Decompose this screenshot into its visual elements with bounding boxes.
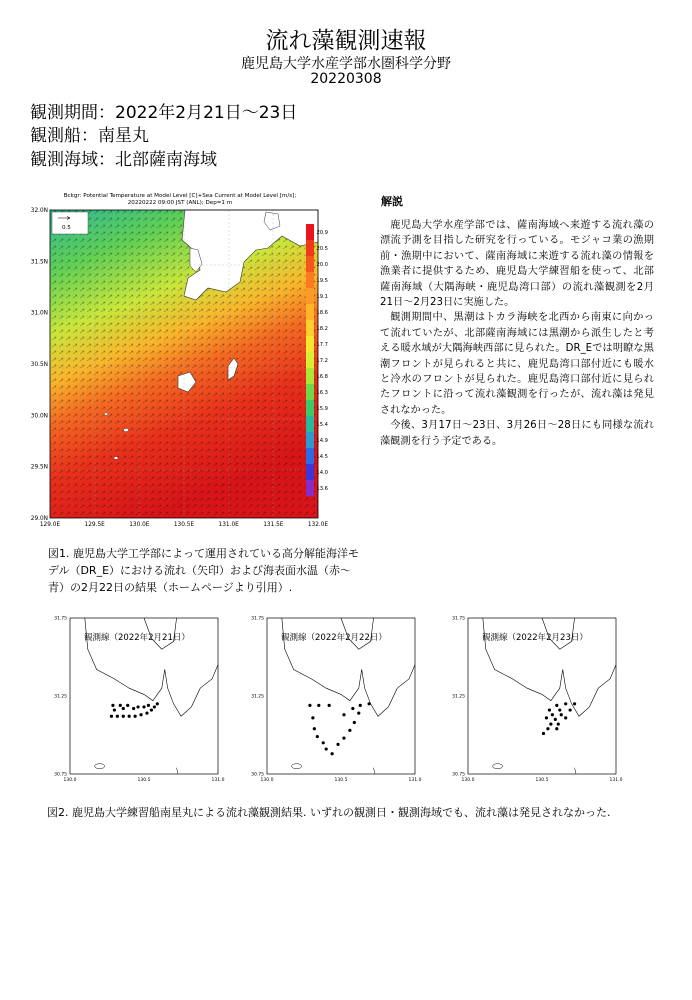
station-point (328, 704, 331, 707)
station-point (128, 715, 131, 718)
station-point (313, 727, 316, 730)
station-point (551, 713, 554, 716)
colorbar-swatch (306, 416, 314, 432)
panel-label: 観測線（2022年2月23日） (482, 633, 588, 643)
lon-tick-label: 130.5 (535, 778, 549, 782)
station-point (308, 704, 311, 707)
station-point (147, 704, 150, 707)
colorbar-swatch (306, 240, 314, 256)
station-point (564, 716, 567, 719)
colorbar-label: 15.9 (316, 406, 328, 412)
lon-tick-label: 129.0E (39, 522, 61, 528)
colorbar-swatch (306, 336, 314, 352)
station-point (560, 713, 563, 716)
figure1-header-line2: 20220222 09:00 JST (ANL); Dep=1 m (127, 200, 233, 206)
station-point (119, 704, 122, 707)
explanation-heading: 解説 (381, 195, 403, 208)
panel-label: 観測線（2022年2月21日） (84, 633, 190, 643)
lat-tick-label: 31.25 (452, 694, 465, 700)
station-point (116, 715, 119, 718)
observation-period: 観測期間：2022年2月21日～23日 (30, 103, 298, 123)
lon-tick-label: 130.0 (461, 778, 475, 782)
lon-tick-label: 130.5 (334, 778, 348, 782)
station-point (336, 743, 339, 746)
colorbar-swatch (306, 464, 314, 480)
station-point (132, 707, 135, 710)
station-point (542, 732, 545, 735)
station-point (357, 712, 360, 715)
station-point (348, 729, 351, 732)
figure1-caption: 図1. 鹿児島大学工学部によって運用されている高分解能海洋モデル（DR_E）における流れ（矢印）および海表面水温（赤～青）の2月22日の結果（ホームページより引用）. (48, 547, 359, 594)
colorbar-swatch (306, 224, 314, 240)
station-point (546, 727, 549, 730)
lon-tick-label: 131.0 (211, 778, 225, 782)
lon-tick-label: 130.0 (260, 778, 274, 782)
lon-tick-label: 130.0 (63, 778, 77, 782)
lon-tick-label: 130.5 (137, 778, 151, 782)
lat-tick-label: 29.0N (30, 516, 48, 522)
station-point (322, 741, 325, 744)
colorbar-label: 20.0 (316, 262, 328, 268)
lat-tick-label: 29.5N (30, 464, 48, 471)
station-point (122, 707, 125, 710)
station-point (368, 702, 371, 705)
colorbar-swatch (306, 288, 314, 304)
station-point (331, 752, 334, 755)
colorbar-label: 14.5 (316, 454, 328, 460)
colorbar-swatch (306, 256, 314, 272)
lon-tick-label: 131.5E (263, 522, 284, 528)
lon-tick-label: 131.0 (609, 778, 623, 782)
station-point (153, 705, 156, 708)
colorbar-label: 16.8 (316, 374, 328, 380)
colorbar-swatch (306, 480, 314, 496)
page-title: 流れ藻観測速報 (265, 28, 427, 54)
station-point (555, 704, 558, 707)
station-point (136, 705, 139, 708)
vector-scale-label: 0.5 (62, 225, 71, 231)
station-point (142, 705, 145, 708)
lat-tick-label: 30.75 (251, 772, 264, 778)
colorbar-label: 17.2 (316, 358, 328, 364)
lat-tick-label: 30.75 (54, 772, 67, 778)
colorbar-swatch (306, 432, 314, 448)
colorbar-label: 15.4 (316, 422, 328, 428)
explanation-body (380, 218, 654, 449)
lon-tick-label: 132.0E (307, 522, 329, 528)
lon-tick-label: 129.5E (84, 522, 105, 528)
station-map-0222 (245, 612, 425, 782)
colorbar-label: 19.5 (316, 278, 328, 284)
observation-vessel: 観測船：南星丸 (30, 126, 149, 146)
colorbar-swatch (306, 448, 314, 464)
station-point (545, 716, 548, 719)
station-point (359, 704, 362, 707)
station-point (573, 702, 576, 705)
lat-tick-label: 31.75 (251, 616, 264, 622)
explanation-paragraph: 今後、3月17日～23日、3月26日～28日にも同様な流れ藻観測を行う予定である。 (380, 420, 654, 447)
lat-tick-label: 32.0N (30, 208, 48, 214)
station-point (554, 718, 557, 721)
station-point (122, 715, 125, 718)
station-point (145, 712, 148, 715)
station-point (316, 735, 319, 738)
colorbar-label: 18.6 (316, 310, 328, 316)
colorbar-label: 17.7 (316, 342, 328, 348)
station-point (353, 721, 356, 724)
lat-tick-label: 31.0N (30, 310, 48, 317)
figure2-caption: 図2. 鹿児島大学練習船南星丸による流れ藻観測結果. いずれの観測日・観測海域でも、流れ藻は発見されなかった. (47, 806, 611, 819)
station-point (110, 715, 113, 718)
station-point (134, 715, 137, 718)
station-point (564, 702, 567, 705)
lat-tick-label: 31.25 (54, 694, 67, 700)
lat-tick-label: 30.5N (30, 362, 48, 368)
colorbar-label: 14.0 (316, 470, 328, 476)
lat-tick-label: 31.75 (54, 616, 67, 622)
colorbar-swatch (306, 368, 314, 384)
station-point (113, 708, 116, 711)
lon-tick-label: 131.0E (218, 522, 239, 528)
explanation-paragraph: 観測期間中、黒潮はトカラ海峡を北西から南東に向かって流れていたが、北部薩南海域には黒潮から派生したと考える暖水域が大隅海峡西部に見られた。DR_Eでは明瞭な黒潮フロントが見られると共に、鹿児島湾口部付近にも暖水と冷水のフロントが見られた。鹿児島湾口部付近に見られたフロントに沿って流れ藻観測を行ったが、流れ藻は発見されなかった。 (380, 312, 654, 416)
station-point (139, 713, 142, 716)
colorbar-swatch (306, 272, 314, 288)
lon-tick-label: 131.0 (408, 778, 422, 782)
colorbar-label: 19.1 (316, 294, 328, 300)
station-point (150, 708, 153, 711)
station-point (126, 704, 129, 707)
report-date: 20220308 (310, 71, 382, 87)
colorbar-swatch (306, 304, 314, 320)
affiliation: 鹿児島大学水産学部水圏科学分野 (241, 56, 451, 72)
station-map-0223 (446, 612, 626, 782)
colorbar-label: 20.5 (316, 246, 328, 252)
station-point (558, 708, 561, 711)
colorbar-label: 13.6 (316, 486, 328, 492)
station-point (317, 704, 320, 707)
colorbar-label: 20.9 (316, 230, 328, 236)
colorbar-swatch (306, 400, 314, 416)
station-point (569, 708, 572, 711)
station-point (342, 713, 345, 716)
colorbar-swatch (306, 320, 314, 336)
lon-tick-label: 130.5E (173, 522, 195, 528)
station-map-0221 (48, 612, 228, 782)
station-point (548, 708, 551, 711)
station-point (555, 727, 558, 730)
lat-tick-label: 30.75 (452, 772, 465, 778)
lat-tick-label: 31.5N (30, 259, 48, 266)
figure1-model-map (30, 188, 330, 530)
station-point (111, 704, 114, 707)
colorbar-swatch (306, 384, 314, 400)
station-point (325, 747, 328, 750)
colorbar-label: 16.3 (316, 390, 328, 396)
lat-tick-label: 31.25 (251, 694, 264, 700)
lat-tick-label: 31.75 (452, 616, 465, 622)
lat-tick-label: 30.0N (30, 413, 48, 420)
panel-label: 観測線（2022年2月22日） (281, 633, 387, 643)
station-point (311, 716, 314, 719)
station-point (557, 722, 560, 725)
figure1-header-line1: Bckgr: Potential Temperature at Model Level [C]+Sea Current at Model Level [m/s]; (63, 193, 297, 199)
station-point (342, 737, 345, 740)
explanation-paragraph: 鹿児島大学水産学部では、薩南海域へ来遊する流れ藻の漂流予測を目指した研究を行っている。モジャコ業の漁期前・漁期中において、薩南海域に来遊する流れ藻の情報を漁業者に提供するため、鹿児島大学練習船を使って、北部薩南海域（大隅海峡・鹿児島湾口部）の流れ藻観測を2月21日～2月23日に実施した。 (380, 220, 654, 309)
station-point (351, 707, 354, 710)
colorbar-label: 18.2 (316, 326, 328, 332)
lon-tick-label: 130.0E (129, 522, 150, 528)
colorbar-swatch (306, 352, 314, 368)
station-point (156, 702, 159, 705)
observation-area: 観測海域：北部薩南海域 (30, 150, 217, 170)
station-point (549, 722, 552, 725)
colorbar-label: 14.9 (316, 438, 328, 444)
